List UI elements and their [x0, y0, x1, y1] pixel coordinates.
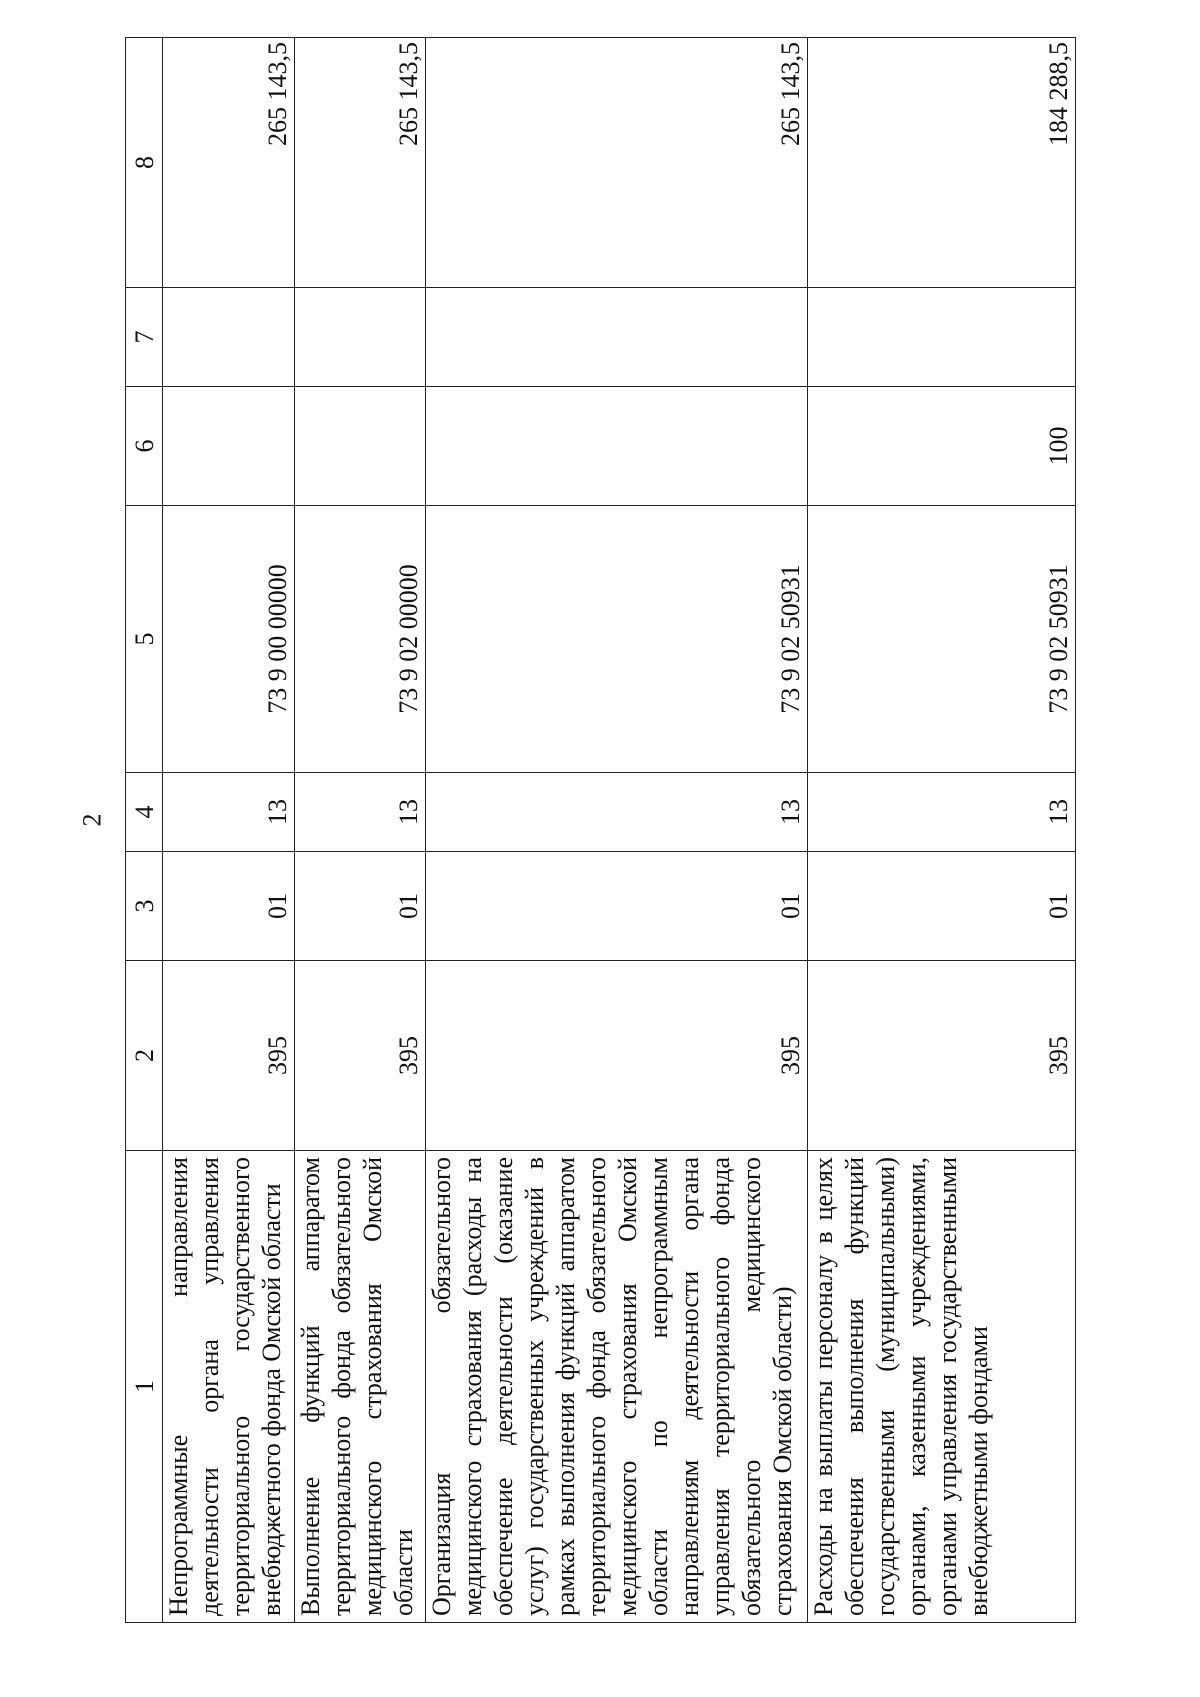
budget-table	[125, 37, 1076, 1623]
cell-col7	[807, 288, 1075, 387]
col-header-3: 3	[126, 852, 163, 961]
col-header-6: 6	[126, 387, 163, 506]
cell-expense-type	[163, 387, 295, 506]
col-header-7: 7	[126, 288, 163, 387]
cell-col7	[426, 288, 808, 387]
cell-expense-type: 100	[807, 387, 1075, 506]
col-header-8: 8	[126, 38, 163, 288]
cell-admin-code: 395	[426, 961, 808, 1151]
cell-subsection: 13	[807, 773, 1075, 852]
cell-subsection: 13	[426, 773, 808, 852]
page-number: 2	[77, 813, 107, 827]
cell-admin-code: 395	[807, 961, 1075, 1151]
cell-admin-code: 395	[294, 961, 426, 1151]
cell-target-article: 73 9 02 50931	[807, 506, 1075, 773]
cell-section: 01	[426, 852, 808, 961]
header-row	[126, 38, 163, 1623]
row-name: Выполнение функций аппаратом территориального фонда обязательного медицинского страхования Омской области	[294, 1151, 426, 1623]
cell-amount: 265 143,5	[294, 38, 426, 288]
col-header-4: 4	[126, 773, 163, 852]
rotated-table-container	[125, 38, 1076, 1623]
cell-amount: 265 143,5	[426, 38, 808, 288]
cell-expense-type	[294, 387, 426, 506]
col-header-5: 5	[126, 506, 163, 773]
cell-expense-type	[426, 387, 808, 506]
cell-target-article: 73 9 02 00000	[294, 506, 426, 773]
table-row	[807, 38, 1075, 1623]
row-name: Организация обязательного медицинского страхования (расходы на обеспечение деятельности (оказание услуг) государственных учреждений в рамках выполнения функций аппаратом территориального фонда обязательного медицинского страхования Омской области по непрограммным направлениям деятельности органа управления территориального фонда обязательного медицинского страхования Омской области)	[426, 1151, 808, 1623]
col-header-1: 1	[126, 1151, 163, 1623]
col-header-2: 2	[126, 961, 163, 1151]
cell-subsection: 13	[294, 773, 426, 852]
cell-target-article: 73 9 02 50931	[426, 506, 808, 773]
cell-admin-code: 395	[163, 961, 295, 1151]
table-row	[294, 38, 426, 1623]
table-row	[163, 38, 295, 1623]
cell-amount: 184 288,5	[807, 38, 1075, 288]
cell-col7	[163, 288, 295, 387]
cell-amount: 265 143,5	[163, 38, 295, 288]
cell-subsection: 13	[163, 773, 295, 852]
cell-section: 01	[807, 852, 1075, 961]
cell-col7	[294, 288, 426, 387]
table-row	[426, 38, 808, 1623]
cell-target-article: 73 9 00 00000	[163, 506, 295, 773]
row-name: Расходы на выплаты персоналу в целях обеспечения выполнения функций государственными (муниципальными) органами, казенными учреждениями, органами управления государственными внебюджетными фондами	[807, 1151, 1075, 1623]
cell-section: 01	[294, 852, 426, 961]
row-name: Непрограммные направления деятельности органа управления территориального государственного внебюджетного фонда Омской области	[163, 1151, 295, 1623]
cell-section: 01	[163, 852, 295, 961]
